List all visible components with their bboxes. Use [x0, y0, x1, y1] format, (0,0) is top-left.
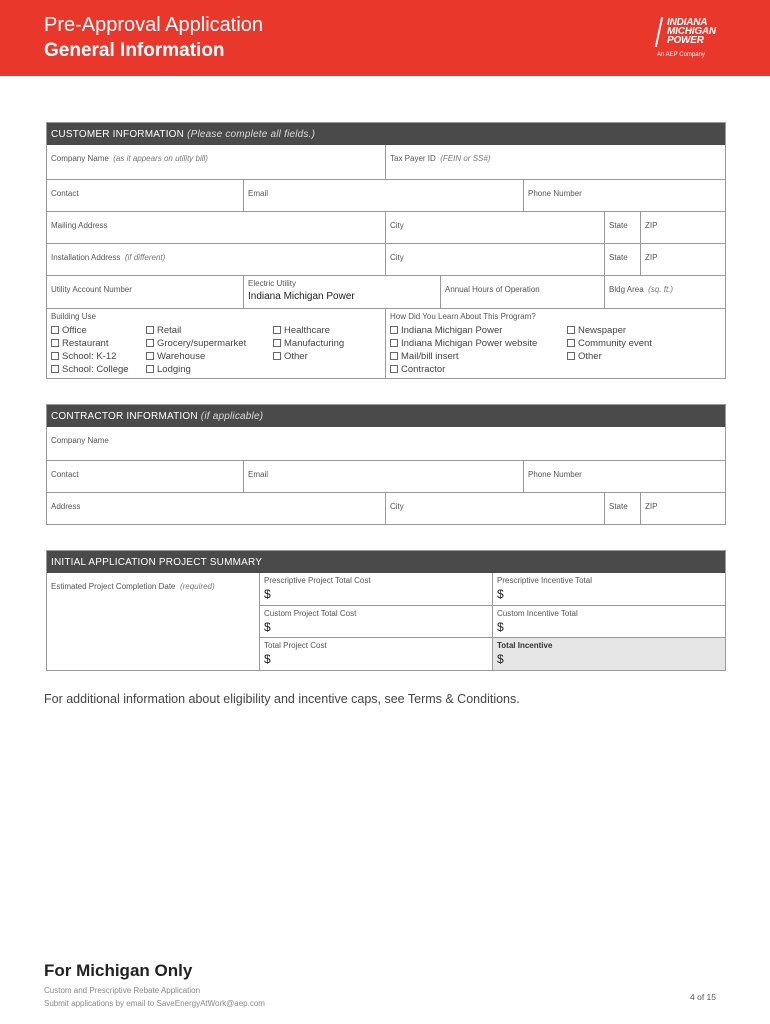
page-number: 4 of 15: [690, 992, 716, 1002]
page-title: Pre-Approval Application: [44, 14, 264, 36]
installation-city-field[interactable]: City: [385, 244, 604, 275]
dollar-sign: $: [264, 652, 271, 666]
project-summary-section: [46, 550, 726, 671]
building-use-other[interactable]: Other: [273, 350, 344, 363]
learn-indiana-michigan-power[interactable]: Indiana Michigan Power: [390, 324, 537, 337]
learn-other[interactable]: Other: [567, 350, 652, 363]
electric-utility-field: Electric Utility Indiana Michigan Power: [243, 276, 440, 308]
checkbox-icon: [390, 326, 398, 334]
contractor-zip-field[interactable]: ZIP: [640, 493, 725, 524]
building-use-group: Building Use Office Restaurant School: K-12 School: College Retail Grocery/supermarket Warehouse Lodging Healthcare Manufacturing Other: [51, 312, 345, 375]
contractor-state-field[interactable]: State: [604, 493, 640, 524]
building-use-grocery[interactable]: Grocery/supermarket: [146, 337, 246, 350]
prescriptive-incentive-field[interactable]: Prescriptive Incentive Total $: [492, 573, 725, 605]
customer-information-section: [46, 122, 726, 379]
checkbox-icon: [51, 365, 59, 373]
contractor-address-field[interactable]: Address: [51, 502, 81, 511]
electric-utility-value: Indiana Michigan Power: [248, 291, 355, 302]
installation-address-field[interactable]: Installation Address (if different): [51, 253, 166, 262]
phone-field[interactable]: Phone Number: [523, 180, 725, 211]
checkbox-icon: [273, 352, 281, 360]
dollar-sign: $: [497, 620, 504, 634]
checkbox-icon: [51, 326, 59, 334]
page-subtitle: General Information: [44, 40, 225, 61]
logo-text-2: MICHIGAN: [667, 26, 716, 37]
customer-row-contact: [47, 179, 725, 211]
company-name-field[interactable]: Company Name (as it appears on utility bill): [51, 154, 208, 163]
checkbox-icon: [51, 339, 59, 347]
checkbox-icon: [273, 326, 281, 334]
contractor-company-field[interactable]: Company Name: [51, 436, 109, 445]
checkbox-icon: [390, 339, 398, 347]
dollar-sign: $: [264, 587, 271, 601]
prescriptive-cost-field[interactable]: Prescriptive Project Total Cost $: [259, 573, 492, 605]
checkbox-icon: [273, 339, 281, 347]
email-field[interactable]: Email: [243, 180, 523, 211]
summary-section-heading: INITIAL APPLICATION PROJECT SUMMARY: [47, 551, 725, 573]
mailing-address-field[interactable]: Mailing Address: [51, 221, 108, 230]
customer-section-heading: CUSTOMER INFORMATION (Please complete all fields.): [47, 123, 725, 145]
customer-row-mailing: [47, 211, 725, 243]
total-incentive-field: Total Incentive $: [492, 637, 725, 670]
checkbox-icon: [146, 326, 154, 334]
building-use-school-k12[interactable]: School: K-12: [51, 350, 129, 363]
customer-row-building-use: [47, 308, 725, 378]
contractor-information-section: [46, 404, 726, 525]
utility-account-field[interactable]: Utility Account Number: [51, 285, 132, 294]
logo-subtitle: An AEP Company: [657, 52, 705, 58]
customer-row-utility: [47, 275, 725, 308]
footer-title: For Michigan Only: [44, 961, 193, 980]
logo-text-3: POWER: [667, 35, 704, 46]
customer-row-company: [47, 145, 725, 179]
annual-hours-field[interactable]: Annual Hours of Operation: [440, 276, 604, 308]
contractor-phone-field[interactable]: Phone Number: [523, 461, 725, 492]
learn-community-event[interactable]: Community event: [567, 337, 652, 350]
checkbox-icon: [146, 352, 154, 360]
building-use-restaurant[interactable]: Restaurant: [51, 337, 129, 350]
customer-row-installation: [47, 243, 725, 275]
terms-note: For additional information about eligibility and incentive caps, see Terms & Conditions.: [44, 692, 520, 706]
contractor-contact-field[interactable]: Contact: [51, 470, 79, 479]
building-use-school-college[interactable]: School: College: [51, 363, 129, 376]
checkbox-icon: [146, 339, 154, 347]
contact-field[interactable]: Contact: [51, 189, 79, 198]
company-logo: [655, 14, 725, 62]
checkbox-icon: [567, 326, 575, 334]
custom-cost-field[interactable]: Custom Project Total Cost $: [259, 605, 492, 637]
mailing-city-field[interactable]: City: [385, 212, 604, 243]
learn-mail-insert[interactable]: Mail/bill insert: [390, 350, 537, 363]
contractor-row-address: [47, 492, 725, 524]
building-use-office[interactable]: Office: [51, 324, 129, 337]
building-use-lodging[interactable]: Lodging: [146, 363, 246, 376]
installation-state-field[interactable]: State: [604, 244, 640, 275]
header-banner: [0, 0, 770, 76]
learn-contractor[interactable]: Contractor: [390, 363, 537, 376]
checkbox-icon: [51, 352, 59, 360]
contractor-section-heading: CONTRACTOR INFORMATION (if applicable): [47, 405, 725, 427]
contractor-email-field[interactable]: Email: [243, 461, 523, 492]
checkbox-icon: [146, 365, 154, 373]
dollar-sign: $: [497, 587, 504, 601]
dollar-sign: $: [264, 620, 271, 634]
mailing-zip-field[interactable]: ZIP: [640, 212, 725, 243]
checkbox-icon: [567, 352, 575, 360]
custom-incentive-field[interactable]: Custom Incentive Total $: [492, 605, 725, 637]
learn-newspaper[interactable]: Newspaper: [567, 324, 652, 337]
mailing-state-field[interactable]: State: [604, 212, 640, 243]
bldg-area-field[interactable]: Bldg Area (sq. ft.): [604, 276, 725, 308]
checkbox-icon: [390, 352, 398, 360]
completion-date-field[interactable]: Estimated Project Completion Date (required): [51, 582, 215, 591]
dollar-sign: $: [497, 652, 504, 666]
logo-text-1: INDIANA: [667, 17, 708, 28]
checkbox-icon: [567, 339, 575, 347]
footer-line-1: Custom and Prescriptive Rebate Application: [44, 986, 201, 995]
summary-grid: [47, 573, 725, 670]
checkbox-icon: [390, 365, 398, 373]
building-use-manufacturing[interactable]: Manufacturing: [273, 337, 344, 350]
contractor-row-contact: [47, 460, 725, 492]
learn-about-group: How Did You Learn About This Program? Indiana Michigan Power Indiana Michigan Power website Mail/bill insert Contractor Newspaper Community event Other: [385, 309, 725, 378]
installation-zip-field[interactable]: ZIP: [640, 244, 725, 275]
contractor-city-field[interactable]: City: [385, 493, 604, 524]
building-use-retail[interactable]: Retail: [146, 324, 246, 337]
logo-slash-icon: [655, 17, 663, 47]
building-use-warehouse[interactable]: Warehouse: [146, 350, 246, 363]
building-use-healthcare[interactable]: Healthcare: [273, 324, 344, 337]
learn-website[interactable]: Indiana Michigan Power website: [390, 337, 537, 350]
total-cost-field[interactable]: Total Project Cost $: [259, 637, 492, 670]
tax-id-field[interactable]: Tax Payer ID (FEIN or SS#): [385, 145, 725, 179]
contractor-row-company: [47, 427, 725, 460]
footer-line-2: Submit applications by email to SaveEnergyAtWork@aep.com: [44, 999, 265, 1008]
